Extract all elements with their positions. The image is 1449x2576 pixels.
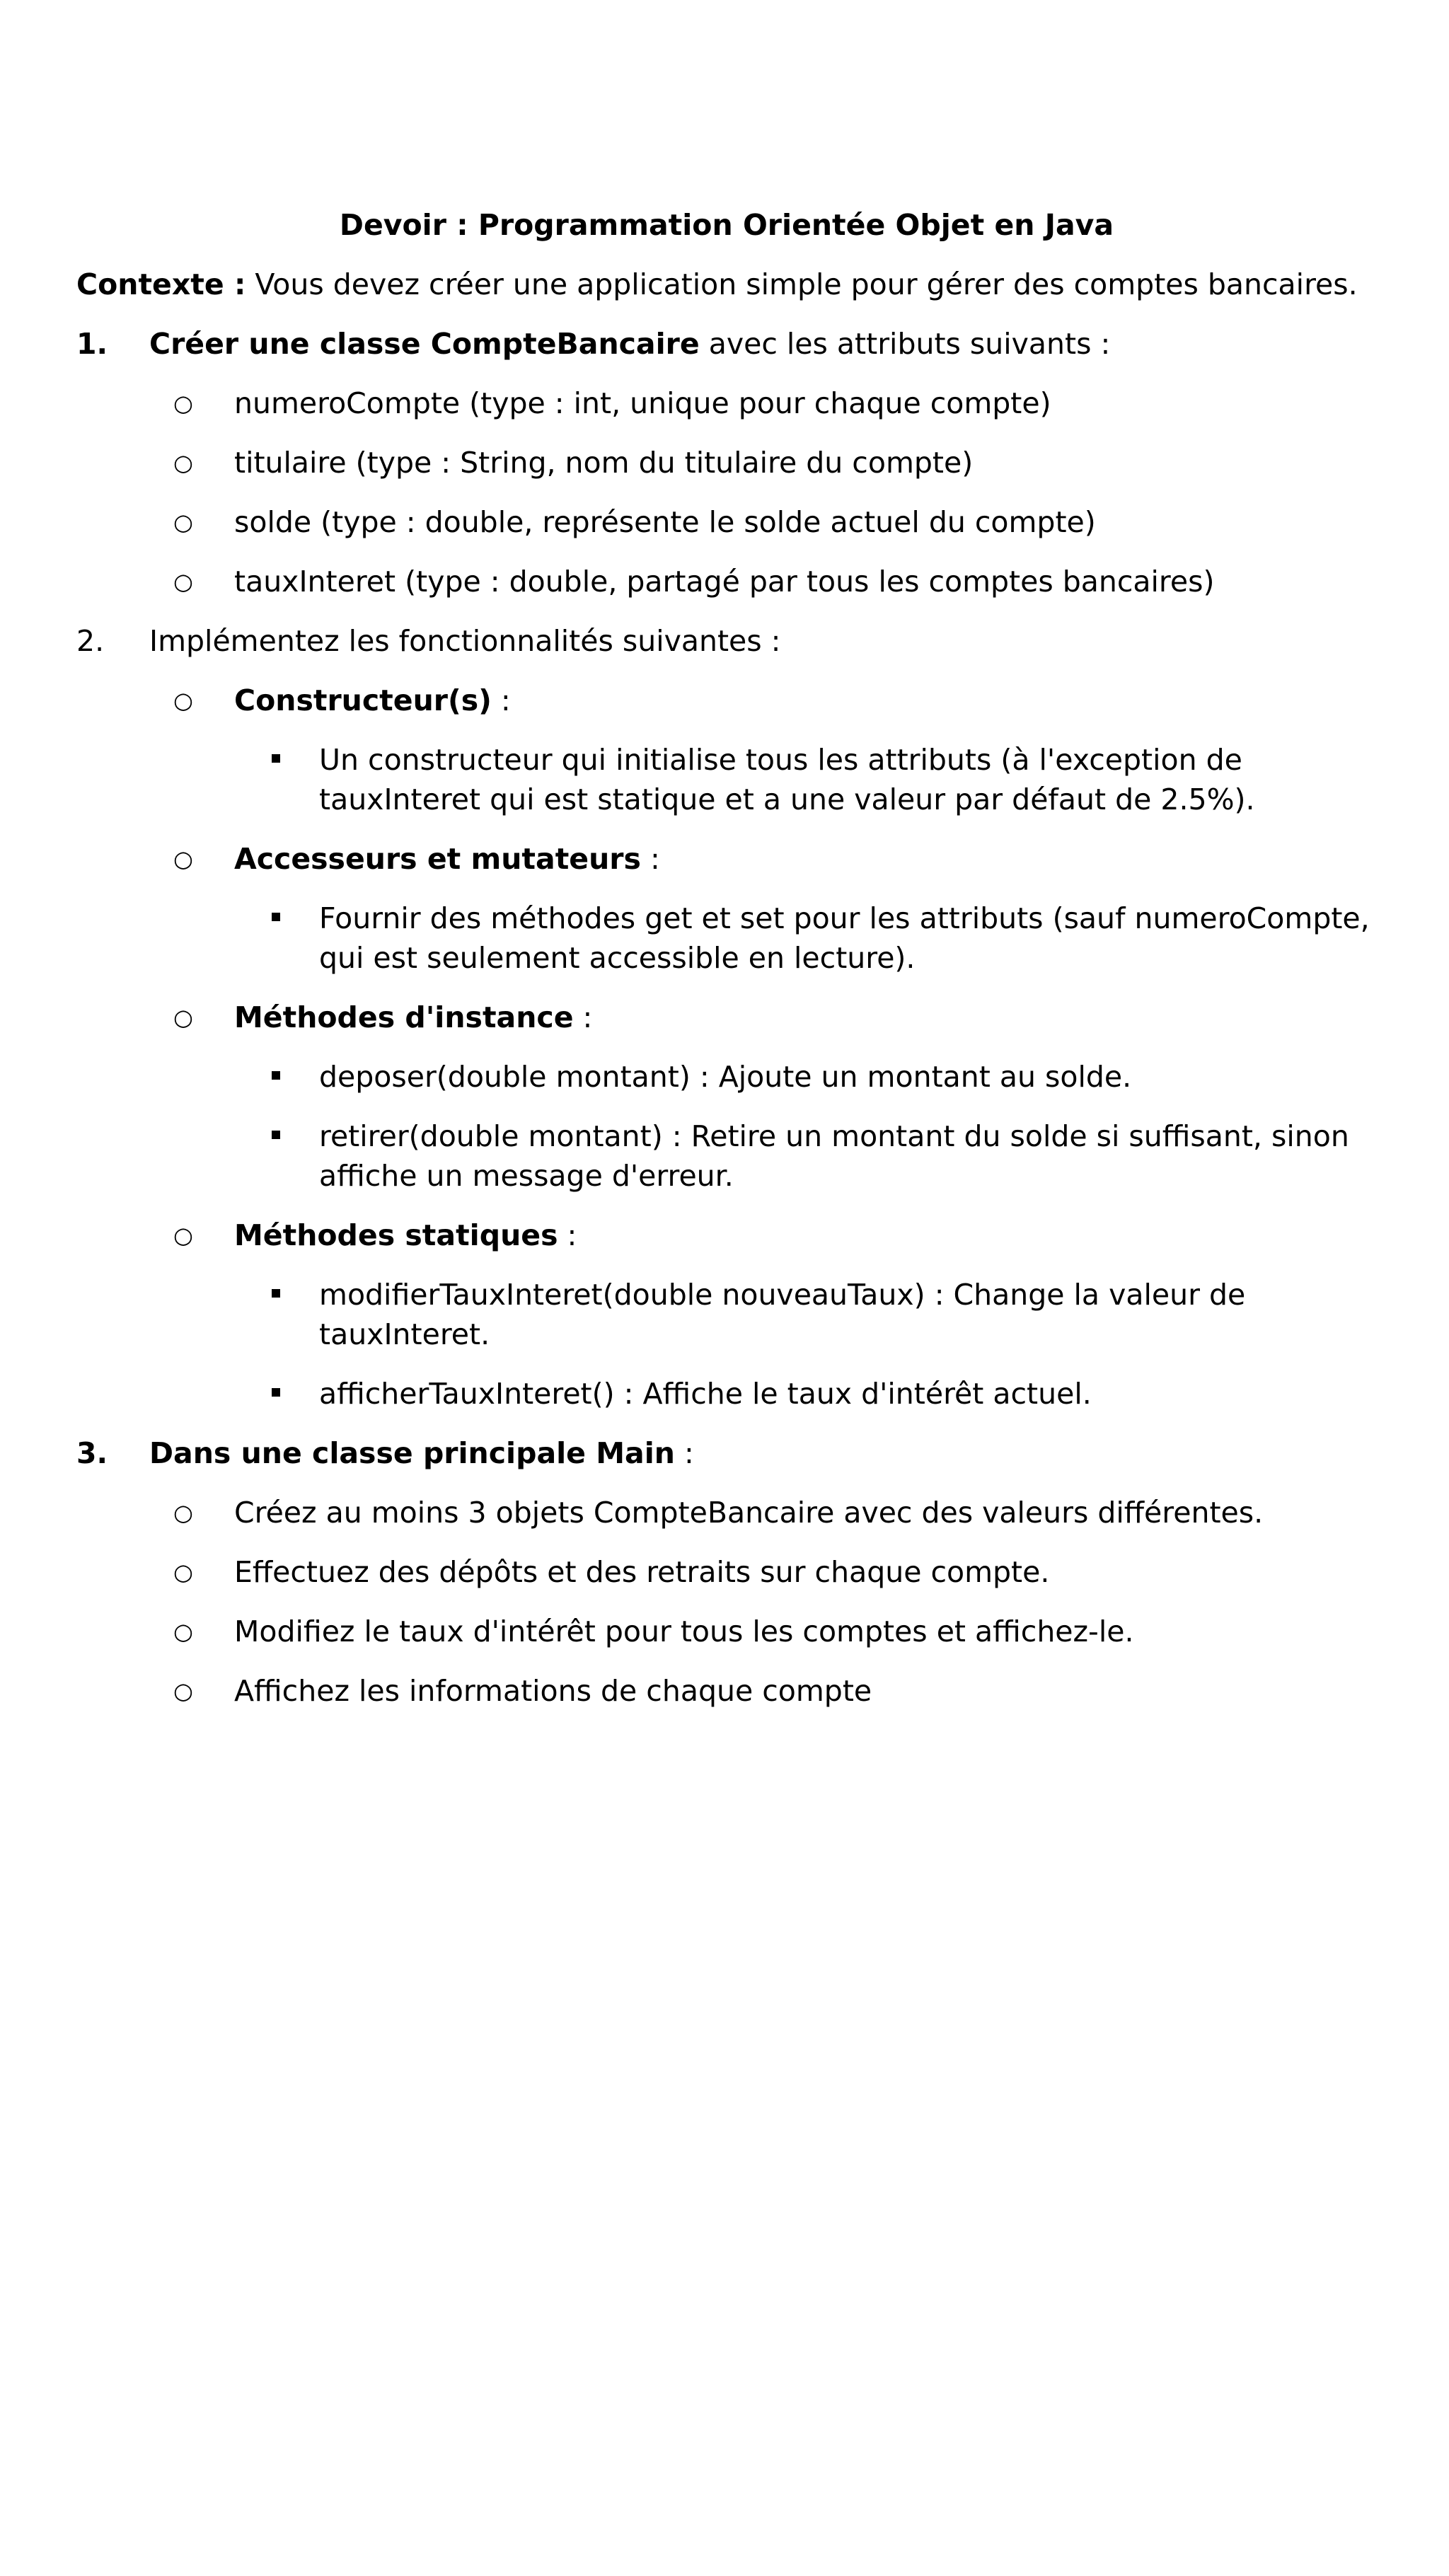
detail-text: modifierTauxInteret(double nouveauTaux) : Change la valeur de tauxInteret. — [319, 1278, 1246, 1351]
circle-bullet-icon: ○ — [173, 568, 193, 595]
subsection-accessors — [76, 839, 1407, 879]
section-3-number: 3. — [76, 1436, 108, 1470]
section-2-number: 2. — [76, 624, 105, 658]
main-task-text: Modifiez le taux d'intérêt pour tous les comptes et affichez-le. — [234, 1615, 1134, 1648]
circle-bullet-icon: ○ — [173, 1004, 193, 1031]
subsection-label: Accesseurs et mutateurs — [234, 842, 641, 876]
main-task-item — [76, 1493, 1407, 1532]
section-1-heading — [76, 324, 1407, 364]
subsection-label: Méthodes d'instance — [234, 1000, 574, 1034]
section-3-rest: : — [674, 1436, 694, 1470]
detail-text: retirer(double montant) : Retire un montant du solde si suffisant, sinon affiche un message d'erreur. — [319, 1119, 1349, 1193]
main-task-item — [76, 1671, 1407, 1711]
subsection-colon: : — [558, 1218, 577, 1252]
subsection-colon: : — [640, 842, 660, 876]
main-task-text: Effectuez des dépôts et des retraits sur chaque compte. — [234, 1555, 1050, 1589]
attribute-text: titulaire (type : String, nom du titulaire du compte) — [234, 446, 974, 480]
square-bullet-icon — [272, 913, 280, 921]
square-bullet-icon — [272, 1131, 280, 1139]
section-3-heading — [76, 1433, 1407, 1473]
circle-bullet-icon: ○ — [173, 1559, 193, 1586]
subsection-detail — [76, 1275, 1407, 1354]
subsection-constructors — [76, 681, 1407, 720]
detail-text: afficherTauxInteret() : Affiche le taux d'intérêt actuel. — [319, 1377, 1092, 1411]
circle-bullet-icon: ○ — [173, 1618, 193, 1645]
attribute-text: numeroCompte (type : int, unique pour chaque compte) — [234, 386, 1051, 420]
circle-bullet-icon: ○ — [173, 687, 193, 714]
attribute-item — [76, 502, 1407, 542]
detail-text: Fournir des méthodes get et set pour les attributs (sauf numeroCompte, qui est seulement accessible en lecture). — [319, 901, 1370, 975]
subsection-detail — [76, 1116, 1407, 1196]
attribute-item — [76, 562, 1407, 601]
attribute-item — [76, 383, 1407, 423]
document-title: Devoir : Programmation Orientée Objet en Java — [339, 208, 1114, 242]
section-2-text: Implémentez les fonctionnalités suivantes : — [149, 624, 781, 658]
main-task-item — [76, 1552, 1407, 1592]
subsection-instance-methods — [76, 998, 1407, 1037]
subsection-colon: : — [573, 1000, 593, 1034]
context-label: Contexte : — [76, 267, 246, 301]
section-2-heading — [76, 621, 1407, 661]
section-1-rest: avec les attributs suivants : — [699, 327, 1111, 361]
subsection-label: Méthodes statiques — [234, 1218, 558, 1252]
section-3-bold: Dans une classe principale Main — [149, 1436, 675, 1470]
square-bullet-icon — [272, 1388, 280, 1397]
section-1-number: 1. — [76, 327, 108, 361]
square-bullet-icon — [272, 1289, 280, 1298]
circle-bullet-icon: ○ — [173, 1677, 193, 1704]
square-bullet-icon — [272, 754, 280, 763]
circle-bullet-icon: ○ — [173, 509, 193, 536]
circle-bullet-icon: ○ — [173, 1222, 193, 1249]
attribute-text: tauxInteret (type : double, partagé par tous les comptes bancaires) — [234, 565, 1215, 599]
square-bullet-icon — [272, 1071, 280, 1080]
attribute-text: solde (type : double, représente le solde actuel du compte) — [234, 505, 1096, 539]
subsection-colon: : — [491, 683, 511, 717]
subsection-detail — [76, 899, 1407, 978]
main-task-text: Affichez les informations de chaque compte — [234, 1674, 872, 1708]
section-1-bold: Créer une classe CompteBancaire — [149, 327, 700, 361]
attribute-item — [76, 443, 1407, 483]
subsection-detail — [76, 1374, 1407, 1414]
circle-bullet-icon: ○ — [173, 845, 193, 872]
subsection-static-methods — [76, 1215, 1407, 1255]
context-paragraph — [76, 265, 1407, 304]
circle-bullet-icon: ○ — [173, 1499, 193, 1526]
subsection-label: Constructeur(s) — [234, 683, 492, 717]
context-text: Vous devez créer une application simple pour gérer des comptes bancaires. — [246, 267, 1358, 301]
circle-bullet-icon: ○ — [173, 449, 193, 476]
main-task-text: Créez au moins 3 objets CompteBancaire avec des valeurs différentes. — [234, 1496, 1264, 1530]
document-page — [76, 205, 1407, 1731]
circle-bullet-icon: ○ — [173, 390, 193, 417]
subsection-detail — [76, 1057, 1407, 1097]
main-task-item — [76, 1612, 1407, 1651]
detail-text: deposer(double montant) : Ajoute un montant au solde. — [319, 1060, 1132, 1094]
detail-text: Un constructeur qui initialise tous les attributs (à l'exception de tauxInteret qui est statique et a une valeur par défaut de 2.5%). — [319, 743, 1255, 816]
subsection-detail — [76, 740, 1407, 819]
